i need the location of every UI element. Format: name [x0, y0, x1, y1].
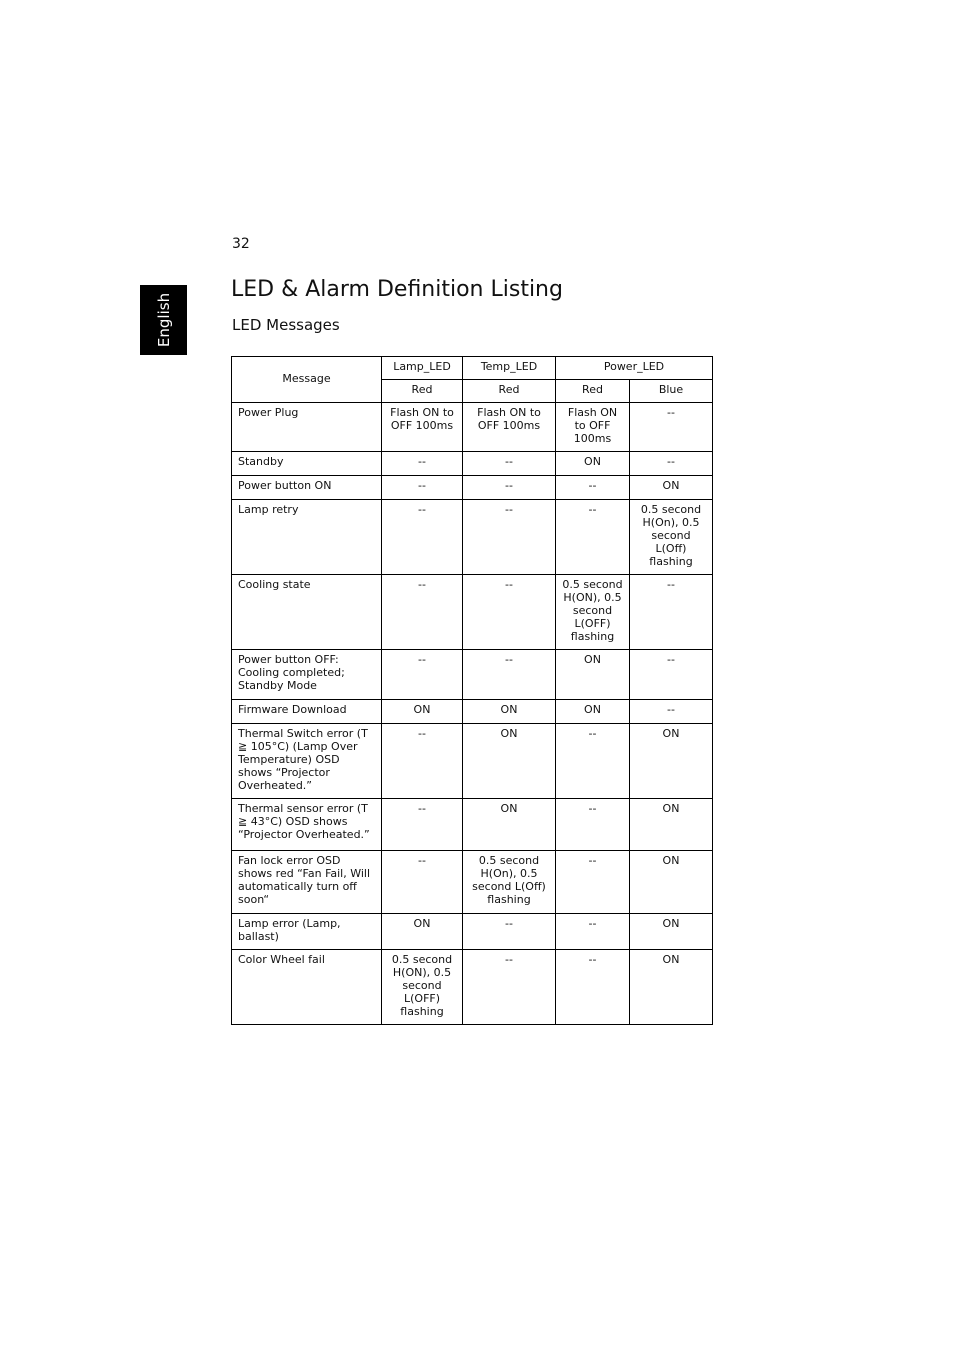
header-message: Message — [232, 357, 382, 403]
header-power-blue: Blue — [630, 380, 713, 403]
cell-message: Power button ON — [232, 476, 382, 500]
cell-power-red: 0.5 second H(ON), 0.5 second L(OFF) flashing — [556, 575, 630, 650]
table-row — [232, 452, 713, 476]
cell-lamp-red: ON — [382, 914, 463, 950]
table-row — [232, 403, 713, 452]
cell-power-blue: ON — [630, 950, 713, 1025]
page-number: 32 — [232, 236, 250, 252]
cell-lamp-red: -- — [382, 851, 463, 914]
cell-temp-red: -- — [463, 575, 556, 650]
header-temp-red: Red — [463, 380, 556, 403]
cell-message: Color Wheel fail — [232, 950, 382, 1025]
table-row — [232, 851, 713, 914]
cell-power-red: -- — [556, 476, 630, 500]
cell-temp-red: -- — [463, 650, 556, 700]
table-body — [232, 403, 713, 1025]
cell-power-blue: -- — [630, 403, 713, 452]
cell-lamp-red: -- — [382, 500, 463, 575]
cell-power-blue: ON — [630, 851, 713, 914]
cell-power-red: -- — [556, 851, 630, 914]
cell-power-red: -- — [556, 799, 630, 851]
cell-message: Thermal sensor error (T ≧ 43°C) OSD shows “Projector Overheated.” — [232, 799, 382, 851]
cell-temp-red: ON — [463, 799, 556, 851]
cell-power-red: ON — [556, 650, 630, 700]
cell-message: Lamp error (Lamp, ballast) — [232, 914, 382, 950]
cell-power-red: -- — [556, 724, 630, 799]
led-messages-table — [231, 356, 713, 1025]
section-subtitle: LED Messages — [232, 316, 340, 334]
cell-lamp-red: -- — [382, 799, 463, 851]
table-row — [232, 914, 713, 950]
table-row — [232, 799, 713, 851]
table-row — [232, 575, 713, 650]
cell-power-blue: ON — [630, 799, 713, 851]
cell-power-blue: 0.5 second H(On), 0.5 second L(Off) flashing — [630, 500, 713, 575]
cell-lamp-red: -- — [382, 650, 463, 700]
cell-power-red: -- — [556, 950, 630, 1025]
cell-lamp-red: Flash ON to OFF 100ms — [382, 403, 463, 452]
cell-message: Thermal Switch error (T ≧ 105°C) (Lamp Over Temperature) OSD shows “Projector Overheated.” — [232, 724, 382, 799]
table-row — [232, 650, 713, 700]
cell-temp-red: Flash ON to OFF 100ms — [463, 403, 556, 452]
cell-temp-red: 0.5 second H(On), 0.5 second L(Off) flashing — [463, 851, 556, 914]
cell-message: Lamp retry — [232, 500, 382, 575]
cell-temp-red: -- — [463, 500, 556, 575]
cell-message: Fan lock error OSD shows red “Fan Fail, Will automatically turn off soon“ — [232, 851, 382, 914]
cell-message: Firmware Download — [232, 700, 382, 724]
cell-lamp-red: -- — [382, 476, 463, 500]
cell-lamp-red: -- — [382, 452, 463, 476]
cell-temp-red: -- — [463, 914, 556, 950]
cell-power-red: ON — [556, 700, 630, 724]
cell-lamp-red: ON — [382, 700, 463, 724]
cell-power-blue: -- — [630, 575, 713, 650]
cell-message: Power button OFF: Cooling completed; Standby Mode — [232, 650, 382, 700]
table-row — [232, 700, 713, 724]
cell-power-red: -- — [556, 500, 630, 575]
language-side-tab — [140, 285, 187, 355]
header-lamp-led: Lamp_LED — [382, 357, 463, 380]
cell-power-red: ON — [556, 452, 630, 476]
header-power-led: Power_LED — [556, 357, 713, 380]
cell-lamp-red: -- — [382, 724, 463, 799]
header-temp-led: Temp_LED — [463, 357, 556, 380]
cell-temp-red: ON — [463, 700, 556, 724]
cell-power-blue: -- — [630, 700, 713, 724]
table-row — [232, 476, 713, 500]
cell-power-blue: ON — [630, 724, 713, 799]
cell-power-blue: -- — [630, 452, 713, 476]
table-row — [232, 950, 713, 1025]
cell-message: Power Plug — [232, 403, 382, 452]
page-title: LED & Alarm Definition Listing — [231, 277, 563, 302]
cell-power-red: -- — [556, 914, 630, 950]
table-header-row — [232, 357, 713, 380]
header-power-red: Red — [556, 380, 630, 403]
cell-power-blue: -- — [630, 650, 713, 700]
cell-lamp-red: 0.5 second H(ON), 0.5 second L(OFF) flashing — [382, 950, 463, 1025]
cell-temp-red: -- — [463, 452, 556, 476]
cell-temp-red: -- — [463, 476, 556, 500]
cell-temp-red: -- — [463, 950, 556, 1025]
header-lamp-red: Red — [382, 380, 463, 403]
table-row — [232, 500, 713, 575]
side-tab-label: English — [154, 292, 173, 348]
cell-message: Standby — [232, 452, 382, 476]
cell-power-blue: ON — [630, 476, 713, 500]
cell-message: Cooling state — [232, 575, 382, 650]
cell-power-red: Flash ON to OFF 100ms — [556, 403, 630, 452]
cell-power-blue: ON — [630, 914, 713, 950]
cell-temp-red: ON — [463, 724, 556, 799]
table-row — [232, 724, 713, 799]
cell-lamp-red: -- — [382, 575, 463, 650]
